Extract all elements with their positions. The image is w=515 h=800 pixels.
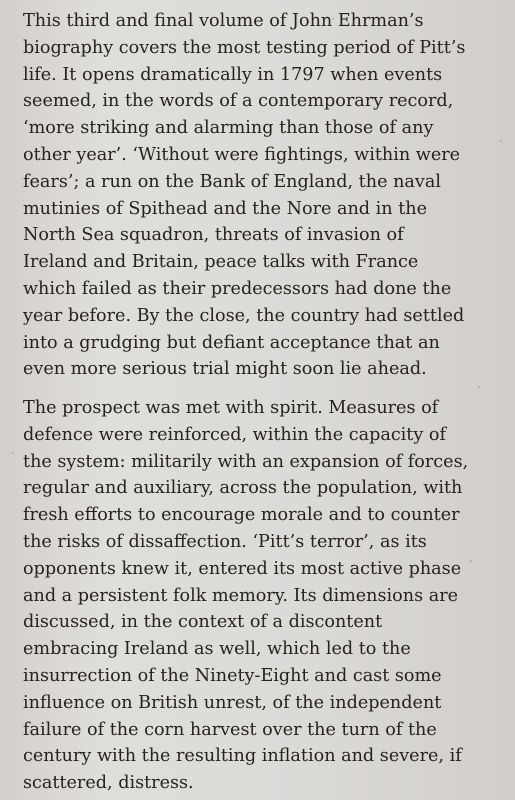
text-line: seemed, in the words of a contemporary record, [23,91,454,112]
text-line: and a persistent folk memory. Its dimensions are [23,585,459,606]
text-line: Ireland and Britain, peace talks with France [23,252,419,273]
text-line: biography covers the most testing period of Pitt’s [23,37,466,58]
text-line: failure of the corn harvest over the turn of the [23,719,437,740]
text-line: ‘more striking and alarming than those of any [23,118,434,139]
text-line: year before. By the close, the country had settled [23,305,465,326]
text-line: influence on British unrest, of the independent [23,692,442,713]
text-line: North Sea squadron, threats of invasion of [23,225,404,246]
text-line: into a grudging but defiant acceptance that an [23,332,440,353]
text-line: even more serious trial might soon lie ahead. [23,359,427,380]
text-line: life. It opens dramatically in 1797 when events [23,64,443,85]
text-line: which failed as their predecessors had done the [23,278,452,299]
text-line: regular and auxiliary, across the population, with [23,478,463,499]
text-line: insurrection of the Ninety-Eight and cast some [23,665,442,686]
text-line: discussed, in the context of a discontent [23,612,383,633]
text-line: This third and final volume of John Ehrman’s [23,11,424,31]
text-line: scattered, distress. [23,773,194,794]
text-line: the risks of dissaffection. ‘Pitt’s terror’, as its [23,531,427,552]
paragraph-1 [23,8,509,383]
text-line: embracing Ireland as well, which led to the [23,639,411,660]
text-line: century with the resulting inflation and severe, if [23,746,462,767]
paper-speck [478,386,480,388]
text-line: opponents knew it, entered its most active phase [23,558,462,579]
text-line: fresh efforts to encourage morale and to counter [23,505,460,526]
text-line: fears’; a run on the Bank of England, the naval [23,171,441,192]
text-line: The prospect was met with spirit. Measures of [23,398,439,418]
text-line: defence were reinforced, within the capacity of [23,424,447,445]
text-line: other year’. ‘Without were fightings, within were [23,144,461,165]
text-line: mutinies of Spithead and the Nore and in the [23,198,428,219]
text-line: the system: militarily with an expansion of forces, [23,451,469,472]
paper-speck [12,452,14,454]
paragraph-2 [23,395,509,797]
